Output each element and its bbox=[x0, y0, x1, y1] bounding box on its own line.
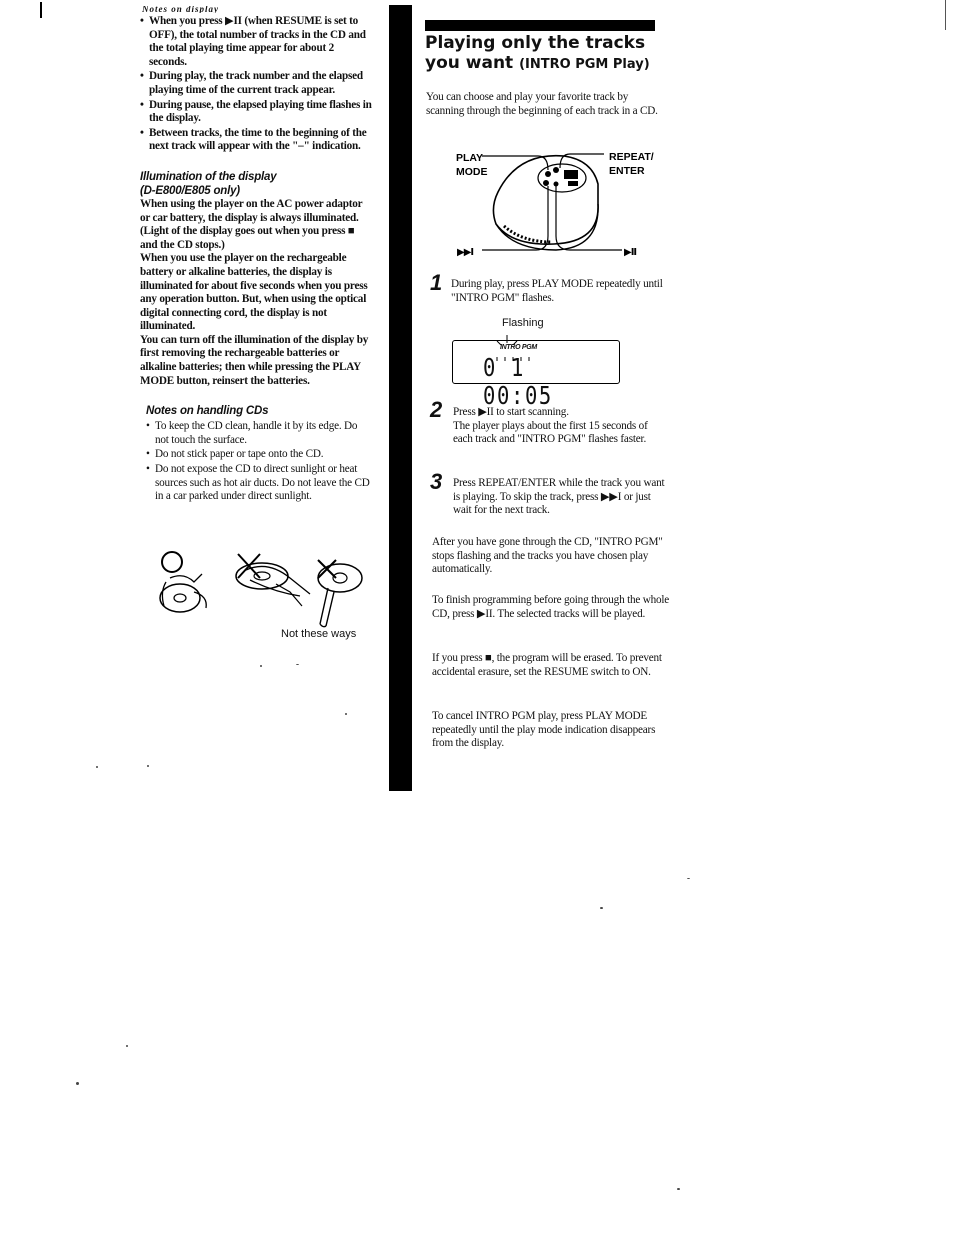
scan-mark bbox=[945, 0, 946, 30]
play-pause-icon: ▶II bbox=[624, 247, 637, 258]
title-line-1: Playing only the tracks bbox=[425, 33, 646, 53]
skip-forward-icon: ▶▶I bbox=[457, 247, 474, 258]
illumination-heading-line1: Illumination of the display bbox=[140, 170, 277, 183]
intro-pgm-indicator: INTRO PGM bbox=[500, 344, 537, 351]
page-title bbox=[425, 33, 705, 75]
cancel-paragraph: To cancel INTRO PGM play, press PLAY MODE repeatedly until the play mode indication disappears from the display. bbox=[432, 710, 656, 750]
cd-disc-icon bbox=[318, 564, 362, 592]
lcd-readout: 0 1 00:05 bbox=[483, 353, 553, 410]
list-item: • During pause, the elapsed playing time flashes in the display. bbox=[140, 99, 372, 126]
list-item: • Do not stick paper or tape onto the CD. bbox=[146, 448, 372, 462]
list-item: • During play, the track number and the elapsed playing time of the current track appear. bbox=[140, 70, 372, 97]
illumination-heading-line2: (D-E800/E805 only) bbox=[140, 184, 240, 197]
intro-paragraph: You can choose and play your favorite track by scanning through the beginning of each track in a CD. bbox=[426, 91, 658, 117]
scan-speck bbox=[76, 1082, 79, 1085]
label-enter: ENTER bbox=[609, 165, 645, 177]
ok-mark-icon bbox=[162, 552, 182, 572]
scan-speck bbox=[345, 713, 347, 715]
list-item: • To keep the CD clean, handle it by its edge. Do not touch the surface. bbox=[146, 420, 372, 447]
title-main: you want bbox=[425, 53, 520, 73]
illumination-paragraph-2: When you use the player on the rechargeable battery or alkaline batteries, the display is illuminated for about five seconds when you press any operation button. But, when using the optical digital connecting cord, the display is not illuminated. bbox=[140, 252, 368, 333]
scan-speck bbox=[260, 665, 262, 667]
title-subtitle: (INTRO PGM Play) bbox=[519, 57, 650, 72]
lcd-display bbox=[452, 340, 620, 410]
scan-speck bbox=[296, 664, 299, 665]
illumination-heading bbox=[140, 170, 372, 198]
figure-caption: Not these ways bbox=[281, 628, 357, 640]
illumination-paragraph-3: You can turn off the illumination of the display by first removing the rechargeable batteries or alkaline batteries; then while pressing the PLAY MODE button, reinsert the batteries. bbox=[140, 333, 369, 387]
control-pad-icon bbox=[538, 164, 586, 192]
label-mode: MODE bbox=[456, 166, 488, 178]
step-1-number: 1 bbox=[430, 270, 443, 295]
player-illustration bbox=[452, 146, 662, 264]
handling-heading: Notes on handling CDs bbox=[146, 405, 269, 418]
step-3-number: 3 bbox=[430, 469, 443, 494]
scan-speck bbox=[147, 765, 149, 767]
display-notes-list bbox=[140, 15, 372, 154]
left-column bbox=[140, 6, 372, 505]
finger-icon bbox=[320, 588, 334, 627]
label-play: PLAY bbox=[456, 152, 484, 164]
illumination-paragraph-1: When using the player on the AC power adaptor or car battery, the display is always illuminated. (Light of the display goes out when you press ■ and the CD stops.) bbox=[140, 197, 363, 251]
scan-speck bbox=[126, 1045, 128, 1047]
running-head: Notes on display bbox=[142, 6, 220, 13]
scan-speck bbox=[677, 1188, 680, 1190]
list-item: • Between tracks, the time to the beginning of the next track will appear with the "–" indication. bbox=[140, 127, 372, 154]
step-2-text bbox=[453, 406, 668, 447]
flashing-label: Flashing bbox=[502, 317, 544, 329]
list-item: • When you press ▶II (when RESUME is set to OFF), the total number of tracks in the CD and the total playing time appear for about 2 seconds. bbox=[140, 15, 372, 69]
hand-icon bbox=[162, 574, 206, 608]
title-line-2 bbox=[425, 53, 705, 75]
step-2-description: The player plays about the first 15 seconds of each track and "INTRO PGM" flashes faster. bbox=[453, 419, 648, 446]
finish-paragraph: To finish programming before going through the whole CD, press ▶II. The selected tracks will be played. bbox=[432, 594, 670, 620]
list-item: • Do not expose the CD to direct sunlight or heat sources such as hot air ducts. Do not leave the CD in a car parked under direct sunlight. bbox=[146, 463, 372, 504]
step-2-instruction: Press ▶II to start scanning. bbox=[453, 406, 569, 418]
step-1-text: During play, press PLAY MODE repeatedly until "INTRO PGM" flashes. bbox=[451, 278, 663, 304]
stop-paragraph: If you press ■, the program will be erased. To prevent accidental erasure, set the RESUME switch to ON. bbox=[432, 652, 662, 678]
scan-speck bbox=[96, 766, 98, 768]
scan-speck bbox=[687, 878, 690, 879]
step-3-text: Press REPEAT/ENTER while the track you want is playing. To skip the track, press ▶▶I or just wait for the next track. bbox=[453, 477, 665, 517]
scan-speck bbox=[600, 907, 603, 909]
scan-mark bbox=[40, 2, 42, 18]
cd-disc-icon bbox=[160, 584, 200, 612]
after-paragraph: After you have gone through the CD, "INTRO PGM" stops flashing and the tracks you have chosen play automatically. bbox=[432, 536, 663, 576]
player-drawing bbox=[452, 146, 662, 264]
step-2-number: 2 bbox=[430, 397, 443, 422]
section-rule bbox=[425, 20, 655, 31]
label-repeat: REPEAT/ bbox=[609, 151, 654, 163]
hand-icon bbox=[246, 566, 310, 596]
page-edge-bar bbox=[389, 5, 412, 791]
handling-notes-list bbox=[146, 420, 372, 504]
